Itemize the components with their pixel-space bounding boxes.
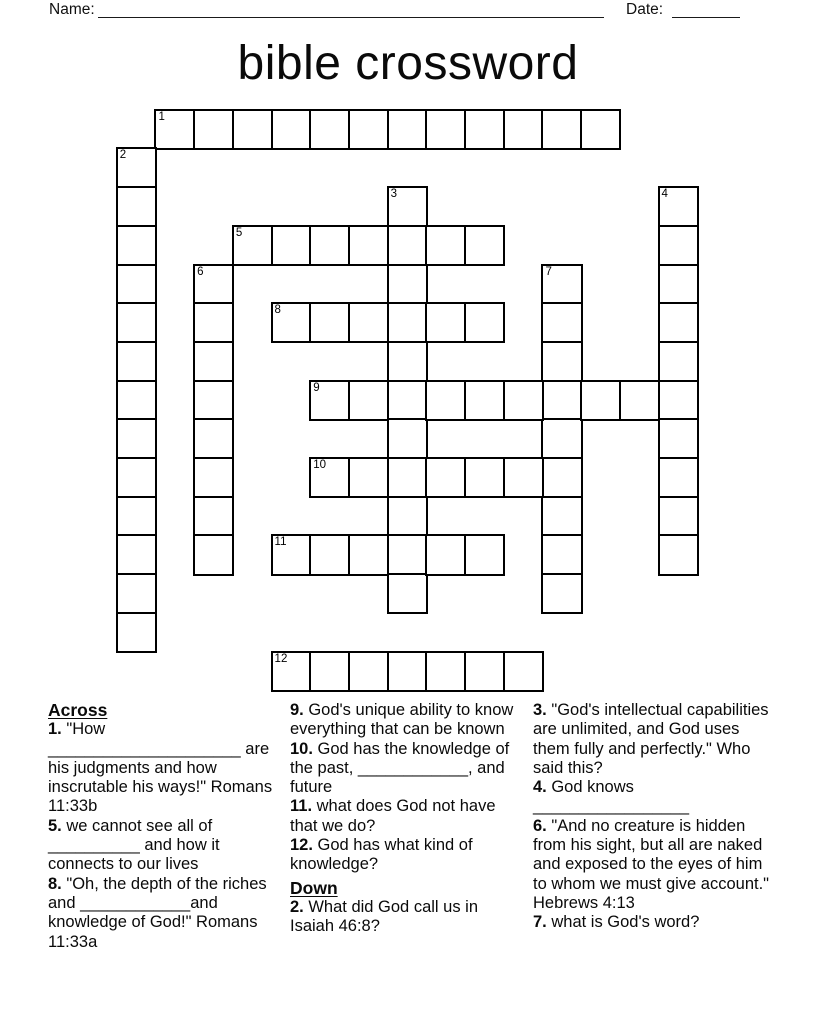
grid-cell[interactable] — [580, 109, 621, 150]
cell-number: 12 — [274, 652, 288, 665]
grid-cell[interactable] — [116, 380, 157, 421]
clue-number: 3. — [533, 701, 547, 719]
cell-number: 1 — [158, 110, 165, 123]
grid-cell[interactable] — [116, 147, 157, 188]
clue-column-middle — [290, 701, 516, 937]
grid-cell[interactable] — [541, 341, 582, 382]
clue-8: 8. "Oh, the depth of the riches and ____________and knowledge of God!" Romans 11:33a — [48, 874, 267, 951]
grid-cell[interactable] — [309, 651, 350, 692]
grid-cell[interactable] — [619, 380, 660, 421]
grid-cell[interactable] — [309, 457, 350, 498]
grid-cell[interactable] — [116, 302, 157, 343]
grid-cell[interactable] — [387, 186, 428, 227]
grid-cell[interactable] — [541, 573, 582, 614]
grid-cell[interactable] — [541, 109, 582, 150]
grid-cell[interactable] — [580, 380, 621, 421]
grid-cell[interactable] — [348, 534, 389, 575]
grid-cell[interactable] — [658, 264, 699, 305]
grid-cell[interactable] — [541, 496, 582, 537]
grid-cell[interactable] — [464, 302, 505, 343]
grid-cell[interactable] — [193, 496, 234, 537]
clue-7: 7. what is God's word? — [533, 913, 700, 932]
clue-number: 4. — [533, 778, 547, 797]
clue-10: 10. God has the knowledge of the past, ____________, and future — [290, 739, 510, 797]
grid-cell[interactable] — [348, 302, 389, 343]
clue-number: 8. — [48, 874, 62, 893]
grid-cell[interactable] — [658, 186, 699, 227]
grid-cell[interactable] — [425, 534, 466, 575]
grid-cell[interactable] — [348, 651, 389, 692]
grid-cell[interactable] — [271, 651, 312, 692]
clue-number: 2. — [290, 897, 304, 916]
grid-cell[interactable] — [464, 457, 505, 498]
grid-cell[interactable] — [116, 186, 157, 227]
cell-number: 10 — [313, 459, 327, 472]
grid-cell[interactable] — [387, 418, 428, 459]
grid-cell[interactable] — [309, 109, 350, 150]
clue-11: 11. what does God not have that we do? — [290, 797, 496, 835]
grid-cell[interactable] — [116, 341, 157, 382]
clue-5: 5. we cannot see all of __________ and how it connects to our lives — [48, 816, 220, 874]
grid-cell[interactable] — [387, 302, 428, 343]
cell-number: 4 — [661, 188, 668, 201]
grid-cell[interactable] — [658, 418, 699, 459]
cell-number: 8 — [274, 304, 281, 317]
clue-2: 2. What did God call us in Isaiah 46:8? — [290, 897, 479, 936]
grid-cell[interactable] — [271, 225, 312, 266]
grid-cell[interactable] — [232, 225, 273, 266]
grid-cell[interactable] — [425, 457, 466, 498]
grid-cell[interactable] — [425, 225, 466, 266]
grid-cell[interactable] — [348, 225, 389, 266]
grid-cell[interactable] — [425, 380, 466, 421]
grid-cell[interactable] — [464, 651, 505, 692]
clue-3: 3. "God's intellectual capabilities are unlimited, and God uses them fully and perfectly." Who said this? — [533, 701, 769, 777]
grid-cell[interactable] — [116, 264, 157, 305]
grid-cell[interactable] — [658, 496, 699, 537]
name-label: Name: — [49, 1, 95, 18]
clue-column-right — [533, 701, 771, 933]
grid-cell[interactable] — [387, 264, 428, 305]
grid-cell[interactable] — [503, 380, 544, 421]
grid-cell[interactable] — [503, 109, 544, 150]
cell-number: 9 — [313, 381, 320, 394]
grid-cell[interactable] — [116, 612, 157, 653]
grid-cell[interactable] — [425, 109, 466, 150]
clue-number: 5. — [48, 816, 62, 835]
grid-cell[interactable] — [271, 109, 312, 150]
grid-cell[interactable] — [193, 109, 234, 150]
grid-cell[interactable] — [193, 534, 234, 575]
clue-4: 4. God knows _________________ — [533, 778, 690, 816]
grid-cell[interactable] — [116, 418, 157, 459]
grid-cell[interactable] — [271, 534, 312, 575]
clue-9: 9. God's unique ability to know everything that can be known — [290, 701, 514, 739]
clue-1: 1. "How _____________________ are his judgments and how inscrutable his ways!" Romans 11:33b — [48, 720, 273, 816]
clue-6: 6. "And no creature is hidden from his sight, but all are naked and exposed to the eyes of him to whom we must give account." Hebrews 4:13 — [533, 816, 770, 912]
grid-cell[interactable] — [658, 341, 699, 382]
grid-cell[interactable] — [193, 380, 234, 421]
grid-cell[interactable] — [232, 109, 273, 150]
clue-column-left — [48, 701, 280, 952]
cell-number: 6 — [197, 265, 204, 278]
grid-cell[interactable] — [387, 225, 428, 266]
grid-cell[interactable] — [541, 302, 582, 343]
grid-cell[interactable] — [348, 380, 389, 421]
across-heading: Across — [48, 700, 108, 720]
grid-cell[interactable] — [503, 457, 544, 498]
grid-cell[interactable] — [541, 457, 582, 498]
date-label: Date: — [626, 1, 664, 18]
grid-cell[interactable] — [193, 457, 234, 498]
grid-cell[interactable] — [541, 534, 582, 575]
grid-cell[interactable] — [658, 225, 699, 266]
grid-cell[interactable] — [154, 109, 195, 150]
page-title: bible crossword — [237, 37, 579, 90]
clue-number: 1. — [48, 720, 62, 739]
grid-cell[interactable] — [309, 225, 350, 266]
grid-cell[interactable] — [387, 341, 428, 382]
grid-cell[interactable] — [658, 302, 699, 343]
grid-cell[interactable] — [387, 496, 428, 537]
down-heading: Down — [290, 877, 338, 898]
grid-cell[interactable] — [271, 302, 312, 343]
grid-cell[interactable] — [503, 651, 544, 692]
grid-cell[interactable] — [425, 302, 466, 343]
grid-cell[interactable] — [387, 534, 428, 575]
clue-number: 10. — [290, 739, 313, 758]
grid-cell[interactable] — [464, 534, 505, 575]
grid-cell[interactable] — [541, 380, 582, 421]
grid-cell[interactable] — [464, 225, 505, 266]
grid-cell[interactable] — [348, 457, 389, 498]
grid-cell[interactable] — [425, 651, 466, 692]
grid-cell[interactable] — [387, 109, 428, 150]
clue-number: 7. — [533, 913, 547, 932]
grid-cell[interactable] — [387, 380, 428, 421]
grid-cell[interactable] — [387, 457, 428, 498]
clue-number: 9. — [290, 701, 304, 719]
grid-cell[interactable] — [193, 302, 234, 343]
cell-number: 2 — [119, 149, 127, 162]
grid-cell[interactable] — [658, 380, 699, 421]
cell-number: 11 — [274, 536, 287, 549]
grid-cell[interactable] — [116, 534, 157, 575]
grid-cell[interactable] — [193, 264, 234, 305]
grid-cell[interactable] — [309, 380, 350, 421]
clue-number: 11. — [290, 797, 313, 816]
grid-cell[interactable] — [348, 109, 389, 150]
grid-cell[interactable] — [541, 418, 582, 459]
grid-cell[interactable] — [464, 380, 505, 421]
grid-cell[interactable] — [116, 225, 157, 266]
grid-cell[interactable] — [309, 534, 350, 575]
grid-cell[interactable] — [309, 302, 350, 343]
grid-cell[interactable] — [193, 341, 234, 382]
grid-cell[interactable] — [464, 109, 505, 150]
grid-cell[interactable] — [658, 534, 699, 575]
grid-cell[interactable] — [658, 457, 699, 498]
cell-number: 5 — [235, 226, 243, 239]
clue-12: 12. God has what kind of knowledge? — [290, 836, 473, 874]
grid-cell[interactable] — [387, 573, 428, 614]
grid-cell[interactable] — [541, 264, 582, 305]
grid-cell[interactable] — [116, 496, 157, 537]
grid-cell[interactable] — [116, 457, 157, 498]
grid-cell[interactable] — [387, 651, 428, 692]
clue-number: 12. — [290, 836, 313, 855]
cell-number: 7 — [545, 265, 552, 278]
cell-number: 3 — [390, 188, 398, 201]
clue-number: 6. — [533, 816, 547, 835]
grid-cell[interactable] — [116, 573, 157, 614]
grid-cell[interactable] — [193, 418, 234, 459]
